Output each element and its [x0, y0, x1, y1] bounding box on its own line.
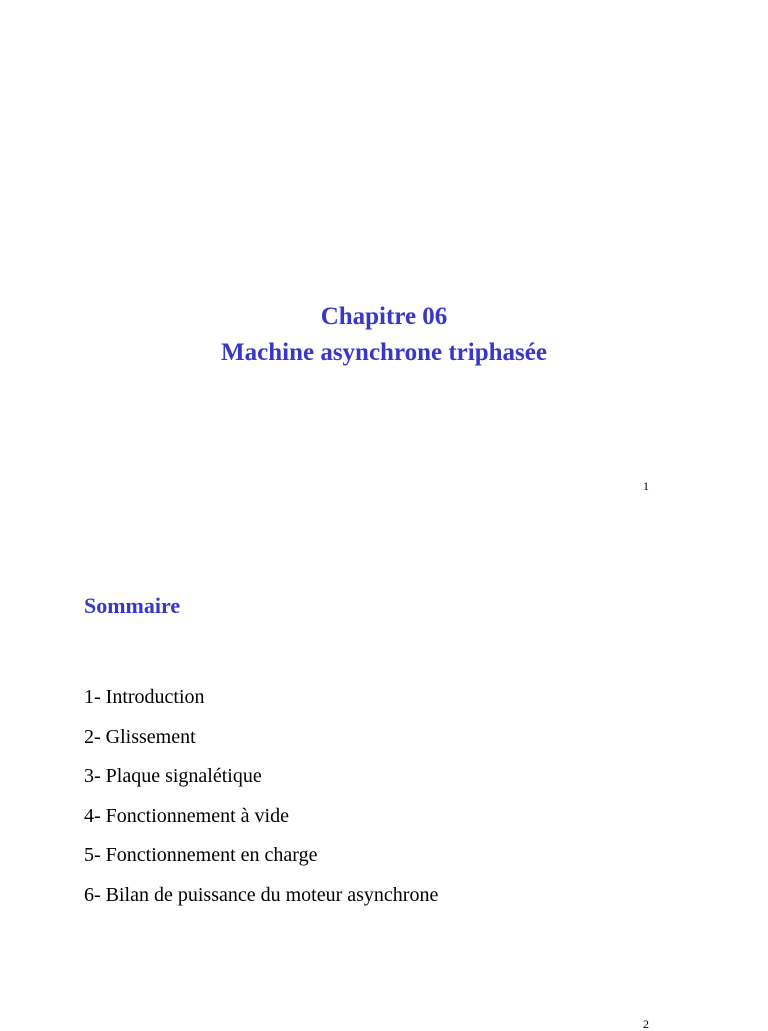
page-number: 1: [643, 479, 649, 493]
toc-item-plaque-signaletique: 3- Plaque signalétique: [84, 765, 262, 788]
table-of-contents: [84, 678, 438, 916]
chapter-number: Chapitre 06: [320, 303, 448, 330]
toc-item-bilan-de-puissance: 6- Bilan de puissance du moteur asynchrone: [84, 883, 439, 906]
summary-heading: Sommaire: [84, 593, 181, 618]
toc-item-glissement: 2- Glissement: [84, 725, 196, 748]
chapter-title: Machine asynchrone triphasée: [221, 339, 547, 366]
page-number: 2: [643, 1017, 649, 1031]
toc-item-fonctionnement-a-vide: 4- Fonctionnement à vide: [84, 804, 289, 827]
toc-item-introduction: 1- Introduction: [84, 686, 205, 708]
toc-item-fonctionnement-en-charge: 5- Fonctionnement en charge: [84, 844, 318, 867]
